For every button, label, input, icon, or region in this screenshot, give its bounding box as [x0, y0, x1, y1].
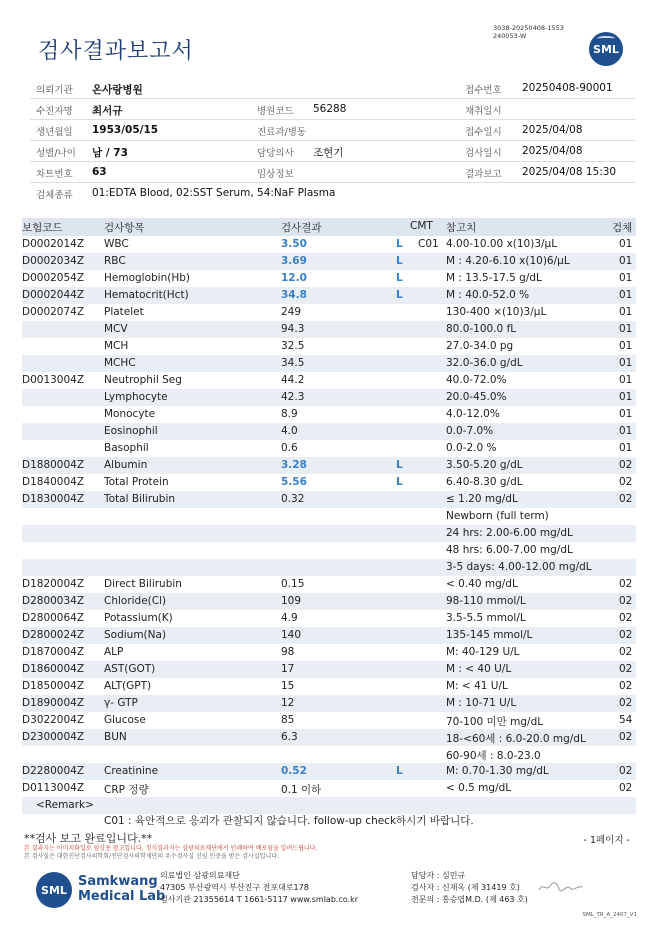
reference-range: 98-110 mmol/L: [446, 595, 526, 607]
test-name: Hemoglobin(Hb): [104, 272, 191, 284]
specimen-code: 02: [619, 476, 633, 488]
reference-range: ≤ 1.20 mg/dL: [446, 493, 518, 505]
end-of-report: **검사 보고 완료입니다.**: [24, 832, 153, 845]
test-result: 12.0: [281, 272, 307, 284]
specimen-code: 01: [619, 442, 633, 454]
test-name: ALP: [104, 646, 124, 658]
test-result: 12: [281, 697, 295, 709]
insurance-code: D1840004Z: [22, 476, 85, 488]
insurance-code: D0013004Z: [22, 374, 85, 386]
low-flag: L: [396, 765, 403, 777]
specimen-code: 02: [619, 629, 633, 641]
result-row: [22, 508, 636, 525]
specimen-code: 01: [619, 255, 633, 267]
test-name: Total Protein: [104, 476, 169, 488]
result-row: [22, 678, 636, 695]
result-row: [22, 593, 636, 610]
document-id: 3038-20250408-1553 240053-W: [493, 24, 564, 40]
report-datetime: 2025/04/08 15:30: [522, 166, 617, 178]
footer-sml-logo: SML: [36, 872, 72, 908]
specimen-code: 01: [619, 340, 633, 352]
certification-note: 본 검사실은 대한진단검사의학회/진단검사의학재단의 우수검사실 신임 인증을 받은 검사실입니다.: [24, 853, 279, 860]
birth-date: 1953/05/15: [92, 124, 159, 136]
insurance-code: D1820004Z: [22, 578, 85, 590]
test-name: Total Bilirubin: [104, 493, 176, 505]
insurance-code: D1890004Z: [22, 697, 85, 709]
signature-image: [537, 880, 585, 894]
specimen-code: 01: [619, 306, 633, 318]
low-flag: L: [396, 289, 403, 301]
test-name: Basophil: [104, 442, 149, 454]
reference-range: 20.0-45.0%: [446, 391, 507, 403]
test-name: Monocyte: [104, 408, 156, 420]
footer-brand: Samkwang Medical Lab: [78, 874, 166, 904]
page-title: 검사결과보고서: [38, 39, 194, 64]
result-row: [22, 406, 636, 423]
low-flag: L: [396, 272, 403, 284]
test-name: BUN: [104, 731, 127, 743]
result-row: [22, 712, 636, 729]
test-name: Potassium(K): [104, 612, 173, 624]
specimen-code: 01: [619, 425, 633, 437]
results-table: [22, 218, 636, 814]
reference-range: Newborn (full term): [446, 510, 549, 522]
test-result: 0.1 이하: [281, 784, 322, 796]
insurance-code: D1870004Z: [22, 646, 85, 658]
insurance-code: D2280004Z: [22, 765, 85, 777]
specimen-code: 54: [619, 714, 633, 726]
specimen-code: 02: [619, 731, 633, 743]
reference-range: M: 0.70-1.30 mg/dL: [446, 765, 549, 777]
test-result: 3.69: [281, 255, 307, 267]
result-row: [22, 372, 636, 389]
test-date: 2025/04/08: [522, 145, 583, 157]
insurance-code: D1830004Z: [22, 493, 85, 505]
result-row: [22, 253, 636, 270]
reference-range: M : 4.20-6.10 x(10)6/μL: [446, 255, 570, 267]
result-row: [22, 321, 636, 338]
insurance-code: D3022004Z: [22, 714, 85, 726]
insurance-code: D2800024Z: [22, 629, 85, 641]
result-row: [22, 236, 636, 253]
insurance-code: D1850004Z: [22, 680, 85, 692]
specimen-code: 02: [619, 612, 633, 624]
test-name: WBC: [104, 238, 129, 250]
form-code: SML_TR_A_2407_V1: [582, 912, 637, 918]
specimen-code: 01: [619, 323, 633, 335]
reference-range: M : 10-71 U/L: [446, 697, 517, 709]
test-result: 34.8: [281, 289, 307, 301]
reference-range: 4.0-12.0%: [446, 408, 500, 420]
test-result: 109: [281, 595, 302, 607]
sex-age: 남 / 73: [92, 147, 128, 159]
result-row: [22, 338, 636, 355]
test-result: 0.52: [281, 765, 307, 777]
test-name: MCHC: [104, 357, 136, 369]
reference-range: M : 13.5-17.5 g/dL: [446, 272, 542, 284]
reference-range: 18-<60세 : 6.0-20.0 mg/dL: [446, 733, 586, 745]
reference-range: 3.5-5.5 mmol/L: [446, 612, 526, 624]
low-flag: L: [396, 255, 403, 267]
specimen-code: 01: [619, 408, 633, 420]
receipt-date: 2025/04/08: [522, 124, 583, 136]
test-result: 0.32: [281, 493, 305, 505]
reference-range: < 0.40 mg/dL: [446, 578, 518, 590]
test-result: 0.15: [281, 578, 305, 590]
result-row: [22, 440, 636, 457]
receipt-number: 20250408-90001: [522, 82, 613, 94]
footer-organization: 의료법인 삼광의료재단 47305 부산광역시 부산진구 전포대로178 검사기관 21355614 T 1661-5117 www.smlab.co.kr: [160, 871, 359, 904]
result-row: [22, 661, 636, 678]
result-row: [22, 287, 636, 304]
insurance-code: D0002054Z: [22, 272, 85, 284]
result-row: [22, 304, 636, 321]
result-row: [22, 644, 636, 661]
reference-range: M: 40-129 U/L: [446, 646, 520, 658]
reference-range: 70-100 미만 mg/dL: [446, 716, 544, 728]
result-row: [22, 457, 636, 474]
result-row: [22, 542, 636, 559]
chart-number: 63: [92, 166, 107, 178]
test-result: 15: [281, 680, 295, 692]
test-name: Eosinophil: [104, 425, 158, 437]
insurance-code: D0002034Z: [22, 255, 85, 267]
test-result: 140: [281, 629, 302, 641]
test-result: 8.9: [281, 408, 298, 420]
result-row: [22, 270, 636, 287]
reference-range: M : < 40 U/L: [446, 663, 512, 675]
sml-logo: SML: [589, 32, 623, 66]
reference-range: 80.0-100.0 fL: [446, 323, 517, 335]
test-name: RBC: [104, 255, 126, 267]
reference-range: M: < 41 U/L: [446, 680, 508, 692]
result-row: [22, 695, 636, 712]
insurance-code: D2300004Z: [22, 731, 85, 743]
reference-range: 135-145 mmol/L: [446, 629, 533, 641]
result-row: [22, 559, 636, 576]
specimen-code: 02: [619, 646, 633, 658]
test-result: 94.3: [281, 323, 305, 335]
insurance-code: D1860004Z: [22, 663, 85, 675]
test-result: 4.0: [281, 425, 298, 437]
test-name: γ- GTP: [104, 697, 138, 709]
insurance-code: D2800034Z: [22, 595, 85, 607]
reference-range: 60-90세 : 8.0-23.0: [446, 750, 541, 762]
reference-range: 4.00-10.00 x(10)3/μL: [446, 238, 558, 250]
insurance-code: D0113004Z: [22, 782, 85, 794]
result-row: [22, 610, 636, 627]
specimen-code: 02: [619, 765, 633, 777]
specimen-code: 02: [619, 697, 633, 709]
result-row: [22, 423, 636, 440]
test-result: 3.50: [281, 238, 307, 250]
test-name: Creatinine: [104, 765, 159, 777]
test-name: Lymphocyte: [104, 391, 168, 403]
test-name: Neutrophil Seg: [104, 374, 182, 386]
result-row: [22, 525, 636, 542]
footer-staff: 담당자 : 심민규 검사자 : 신재옥 (제 31419 호) 전문의 : 홍승엽M.D. (제 463 호): [411, 871, 528, 904]
specimen-code: 02: [619, 493, 633, 505]
result-row: [22, 780, 636, 797]
result-row: [22, 355, 636, 372]
specimen-code: 02: [619, 782, 633, 794]
specimen-code: 02: [619, 578, 633, 590]
specimen-code: 02: [619, 680, 633, 692]
test-result: 17: [281, 663, 295, 675]
test-name: CRP 정량: [104, 784, 149, 796]
patient-name: 최서규: [92, 105, 123, 117]
specimen-code: 01: [619, 357, 633, 369]
test-result: 34.5: [281, 357, 305, 369]
specimen-code: 02: [619, 595, 633, 607]
insurance-code: D0002014Z: [22, 238, 85, 250]
test-result: 32.5: [281, 340, 305, 352]
insurance-code: D0002074Z: [22, 306, 85, 318]
test-result: 0.6: [281, 442, 298, 454]
test-result: 42.3: [281, 391, 305, 403]
test-name: MCH: [104, 340, 129, 352]
result-row: [22, 746, 636, 763]
specimen-code: 02: [619, 663, 633, 675]
test-name: Direct Bilirubin: [104, 578, 182, 590]
result-row: [22, 627, 636, 644]
test-name: Glucose: [104, 714, 146, 726]
test-result: 249: [281, 306, 302, 318]
insurance-code: D2800064Z: [22, 612, 85, 624]
reference-range: 40.0-72.0%: [446, 374, 507, 386]
insurance-code: D0002044Z: [22, 289, 85, 301]
reference-range: M : 40.0-52.0 %: [446, 289, 530, 301]
result-row: [22, 576, 636, 593]
hospital-name: 온사랑병원: [92, 84, 143, 96]
comment-code: C01: [418, 238, 439, 250]
reference-range: 3.50-5.20 g/dL: [446, 459, 523, 471]
reference-range: 3-5 days: 4.00-12.00 mg/dL: [446, 561, 592, 573]
remark-label: <Remark>: [22, 797, 636, 814]
specimen-code: 01: [619, 272, 633, 284]
specimen-code: 02: [619, 459, 633, 471]
low-flag: L: [396, 459, 403, 471]
test-name: Sodium(Na): [104, 629, 167, 641]
test-name: Albumin: [104, 459, 148, 471]
specimen-code: 01: [619, 289, 633, 301]
reference-range: 48 hrs: 6.00-7.00 mg/dL: [446, 544, 573, 556]
reference-range: 0.0-7.0%: [446, 425, 494, 437]
result-row: [22, 474, 636, 491]
test-result: 6.3: [281, 731, 298, 743]
low-flag: L: [396, 476, 403, 488]
test-result: 4.9: [281, 612, 298, 624]
test-result: 5.56: [281, 476, 307, 488]
test-result: 98: [281, 646, 295, 658]
insurance-code: D1880004Z: [22, 459, 85, 471]
test-name: MCV: [104, 323, 128, 335]
result-row: [22, 763, 636, 780]
doctor-name: 조현기: [313, 147, 344, 159]
results-header: 보험코드 검사항목 검사결과 CMT 참고치 검체: [22, 218, 636, 236]
hospital-code: 56288: [313, 103, 347, 115]
patient-info: 의뢰기관 온사랑병원 접수번호 20250408-90001 수진자명 최서규 병원코드 56288 채취일시 생년월일 1953/05/15 진료과/병동 접수일시 2025/04/08 성별/나이 남 / 73 담당의사 조현기 검사일시 2025/04/08 차트번호 63 임상정보 결과보고 2025/04/08 15:30 검체종류 01:EDTA Blood, 02:SST Serum, 54:NaF Plasma: [30, 78, 636, 204]
reference-range: 32.0-36.0 g/dL: [446, 357, 523, 369]
test-name: Chloride(Cl): [104, 595, 167, 607]
specimen-code: 01: [619, 391, 633, 403]
result-row: [22, 491, 636, 508]
result-row: [22, 729, 636, 746]
reference-range: 130-400 ×(10)3/μL: [446, 306, 547, 318]
test-name: Platelet: [104, 306, 144, 318]
test-name: Hematocrit(Hct): [104, 289, 189, 301]
test-name: AST(GOT): [104, 663, 156, 675]
reference-range: 6.40-8.30 g/dL: [446, 476, 523, 488]
result-row: [22, 389, 636, 406]
comment-text: C01 : 육안적으로 응괴가 관찰되지 않습니다. follow-up check하시기 바랍니다.: [104, 815, 474, 827]
low-flag: L: [396, 238, 403, 250]
reference-range: < 0.5 mg/dL: [446, 782, 512, 794]
disclaimer-note: 본 결과지는 이미지화일로 임상용 참고입니다. 정식결과지는 삼광의료재단에서 인쇄하여 배포됨을 알려드립니다.: [24, 845, 318, 852]
test-name: ALT(GPT): [104, 680, 152, 692]
test-result: 44.2: [281, 374, 305, 386]
reference-range: 0.0-2.0 %: [446, 442, 497, 454]
specimen-code: 01: [619, 238, 633, 250]
reference-range: 24 hrs: 2.00-6.00 mg/dL: [446, 527, 573, 539]
reference-range: 27.0-34.0 pg: [446, 340, 514, 352]
page-number: - 1페이지 -: [583, 835, 630, 846]
specimen-types: 01:EDTA Blood, 02:SST Serum, 54:NaF Plasma: [92, 187, 336, 199]
test-result: 3.28: [281, 459, 307, 471]
test-result: 85: [281, 714, 295, 726]
specimen-code: 01: [619, 374, 633, 386]
